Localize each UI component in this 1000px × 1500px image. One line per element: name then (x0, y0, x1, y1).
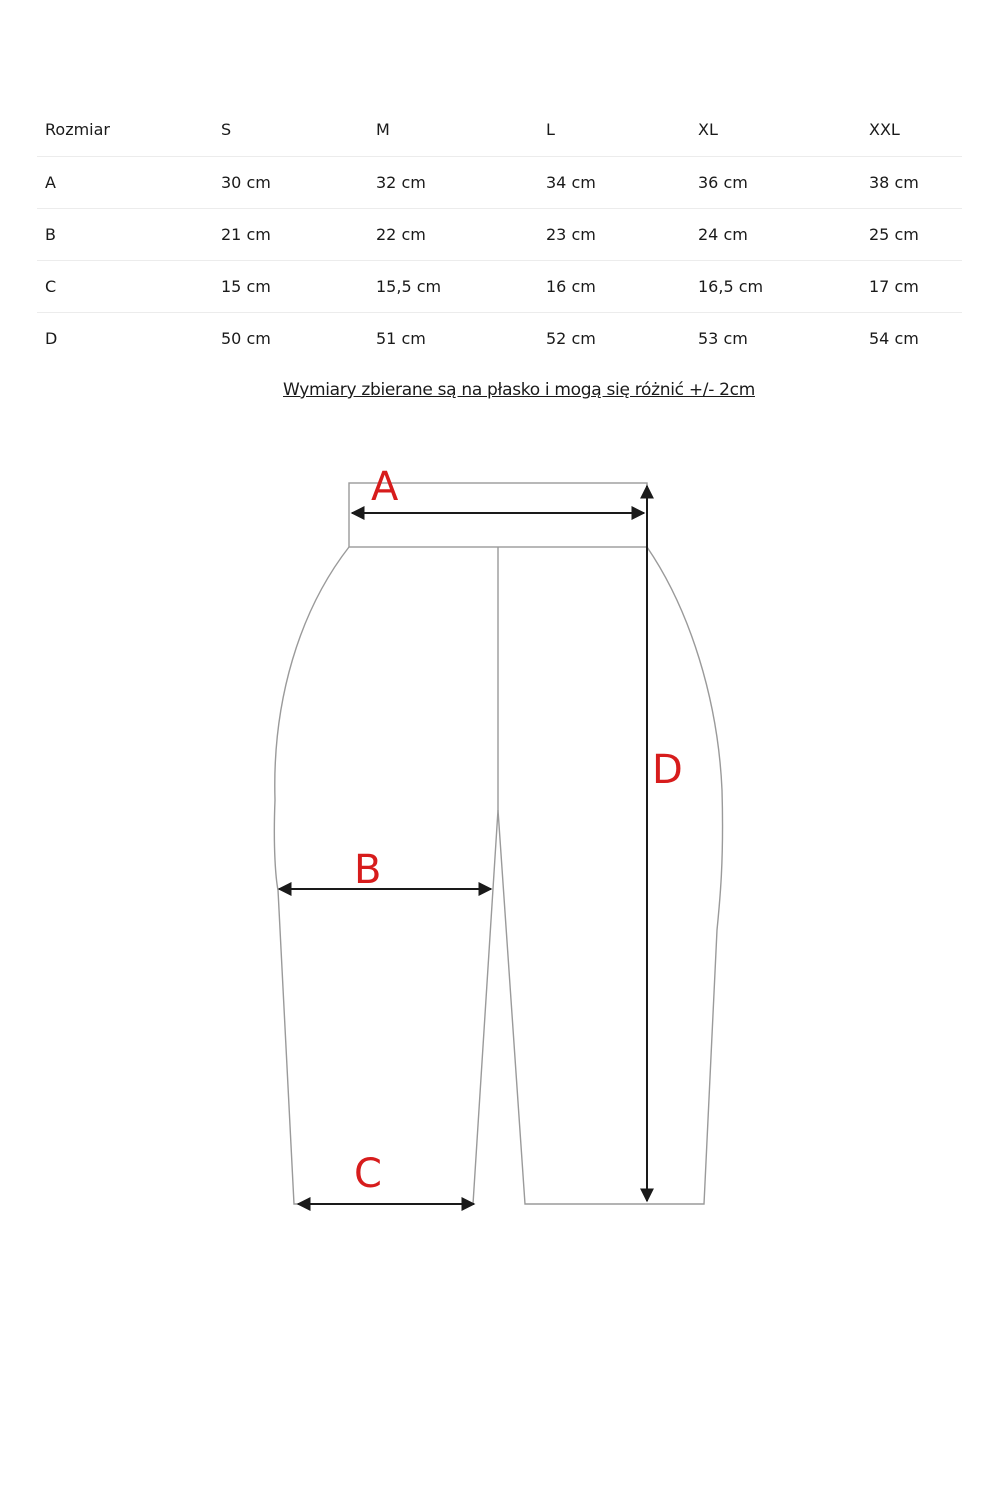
table-cell: 34 cm (546, 172, 596, 192)
table-cell: 50 cm (221, 328, 271, 348)
table-cell: 21 cm (221, 224, 271, 244)
table-cell: 15,5 cm (376, 276, 442, 296)
measurement-note: Wymiary zbierane są na płasko i mogą się różnić +/- 2cm (283, 380, 755, 400)
table-cell: 16 cm (546, 276, 596, 296)
table-cell: 52 cm (546, 328, 596, 348)
label-c: C (354, 1151, 382, 1197)
row-label: C (45, 276, 57, 296)
measurement-arrows (279, 486, 647, 1204)
table-cell: 32 cm (376, 172, 426, 192)
table-cell: 22 cm (376, 224, 426, 244)
header-s: S (221, 120, 232, 140)
row-label: D (45, 328, 58, 348)
table-cell: 15 cm (221, 276, 271, 296)
table-cell: 16,5 cm (698, 276, 764, 296)
header-l: L (546, 120, 555, 140)
table-cell: 24 cm (698, 224, 748, 244)
left-leg-outline (274, 547, 498, 1204)
table-cell: 30 cm (221, 172, 271, 192)
label-a: A (371, 464, 399, 510)
label-d: D (652, 747, 683, 793)
header-xl: XL (698, 120, 718, 140)
header-size: Rozmiar (45, 120, 110, 140)
table-cell: 51 cm (376, 328, 426, 348)
table-cell: 25 cm (869, 224, 919, 244)
garment-outline (274, 483, 722, 1204)
label-b: B (354, 847, 382, 893)
header-xxl: XXL (869, 120, 900, 140)
table-cell: 54 cm (869, 328, 919, 348)
table-cell: 53 cm (698, 328, 748, 348)
header-m: M (376, 120, 390, 140)
row-label: B (45, 224, 56, 244)
table-cell: 17 cm (869, 276, 919, 296)
right-leg-outline (498, 547, 723, 1204)
table-cell: 36 cm (698, 172, 748, 192)
row-label: A (45, 172, 56, 192)
table-cell: 23 cm (546, 224, 596, 244)
table-cell: 38 cm (869, 172, 919, 192)
